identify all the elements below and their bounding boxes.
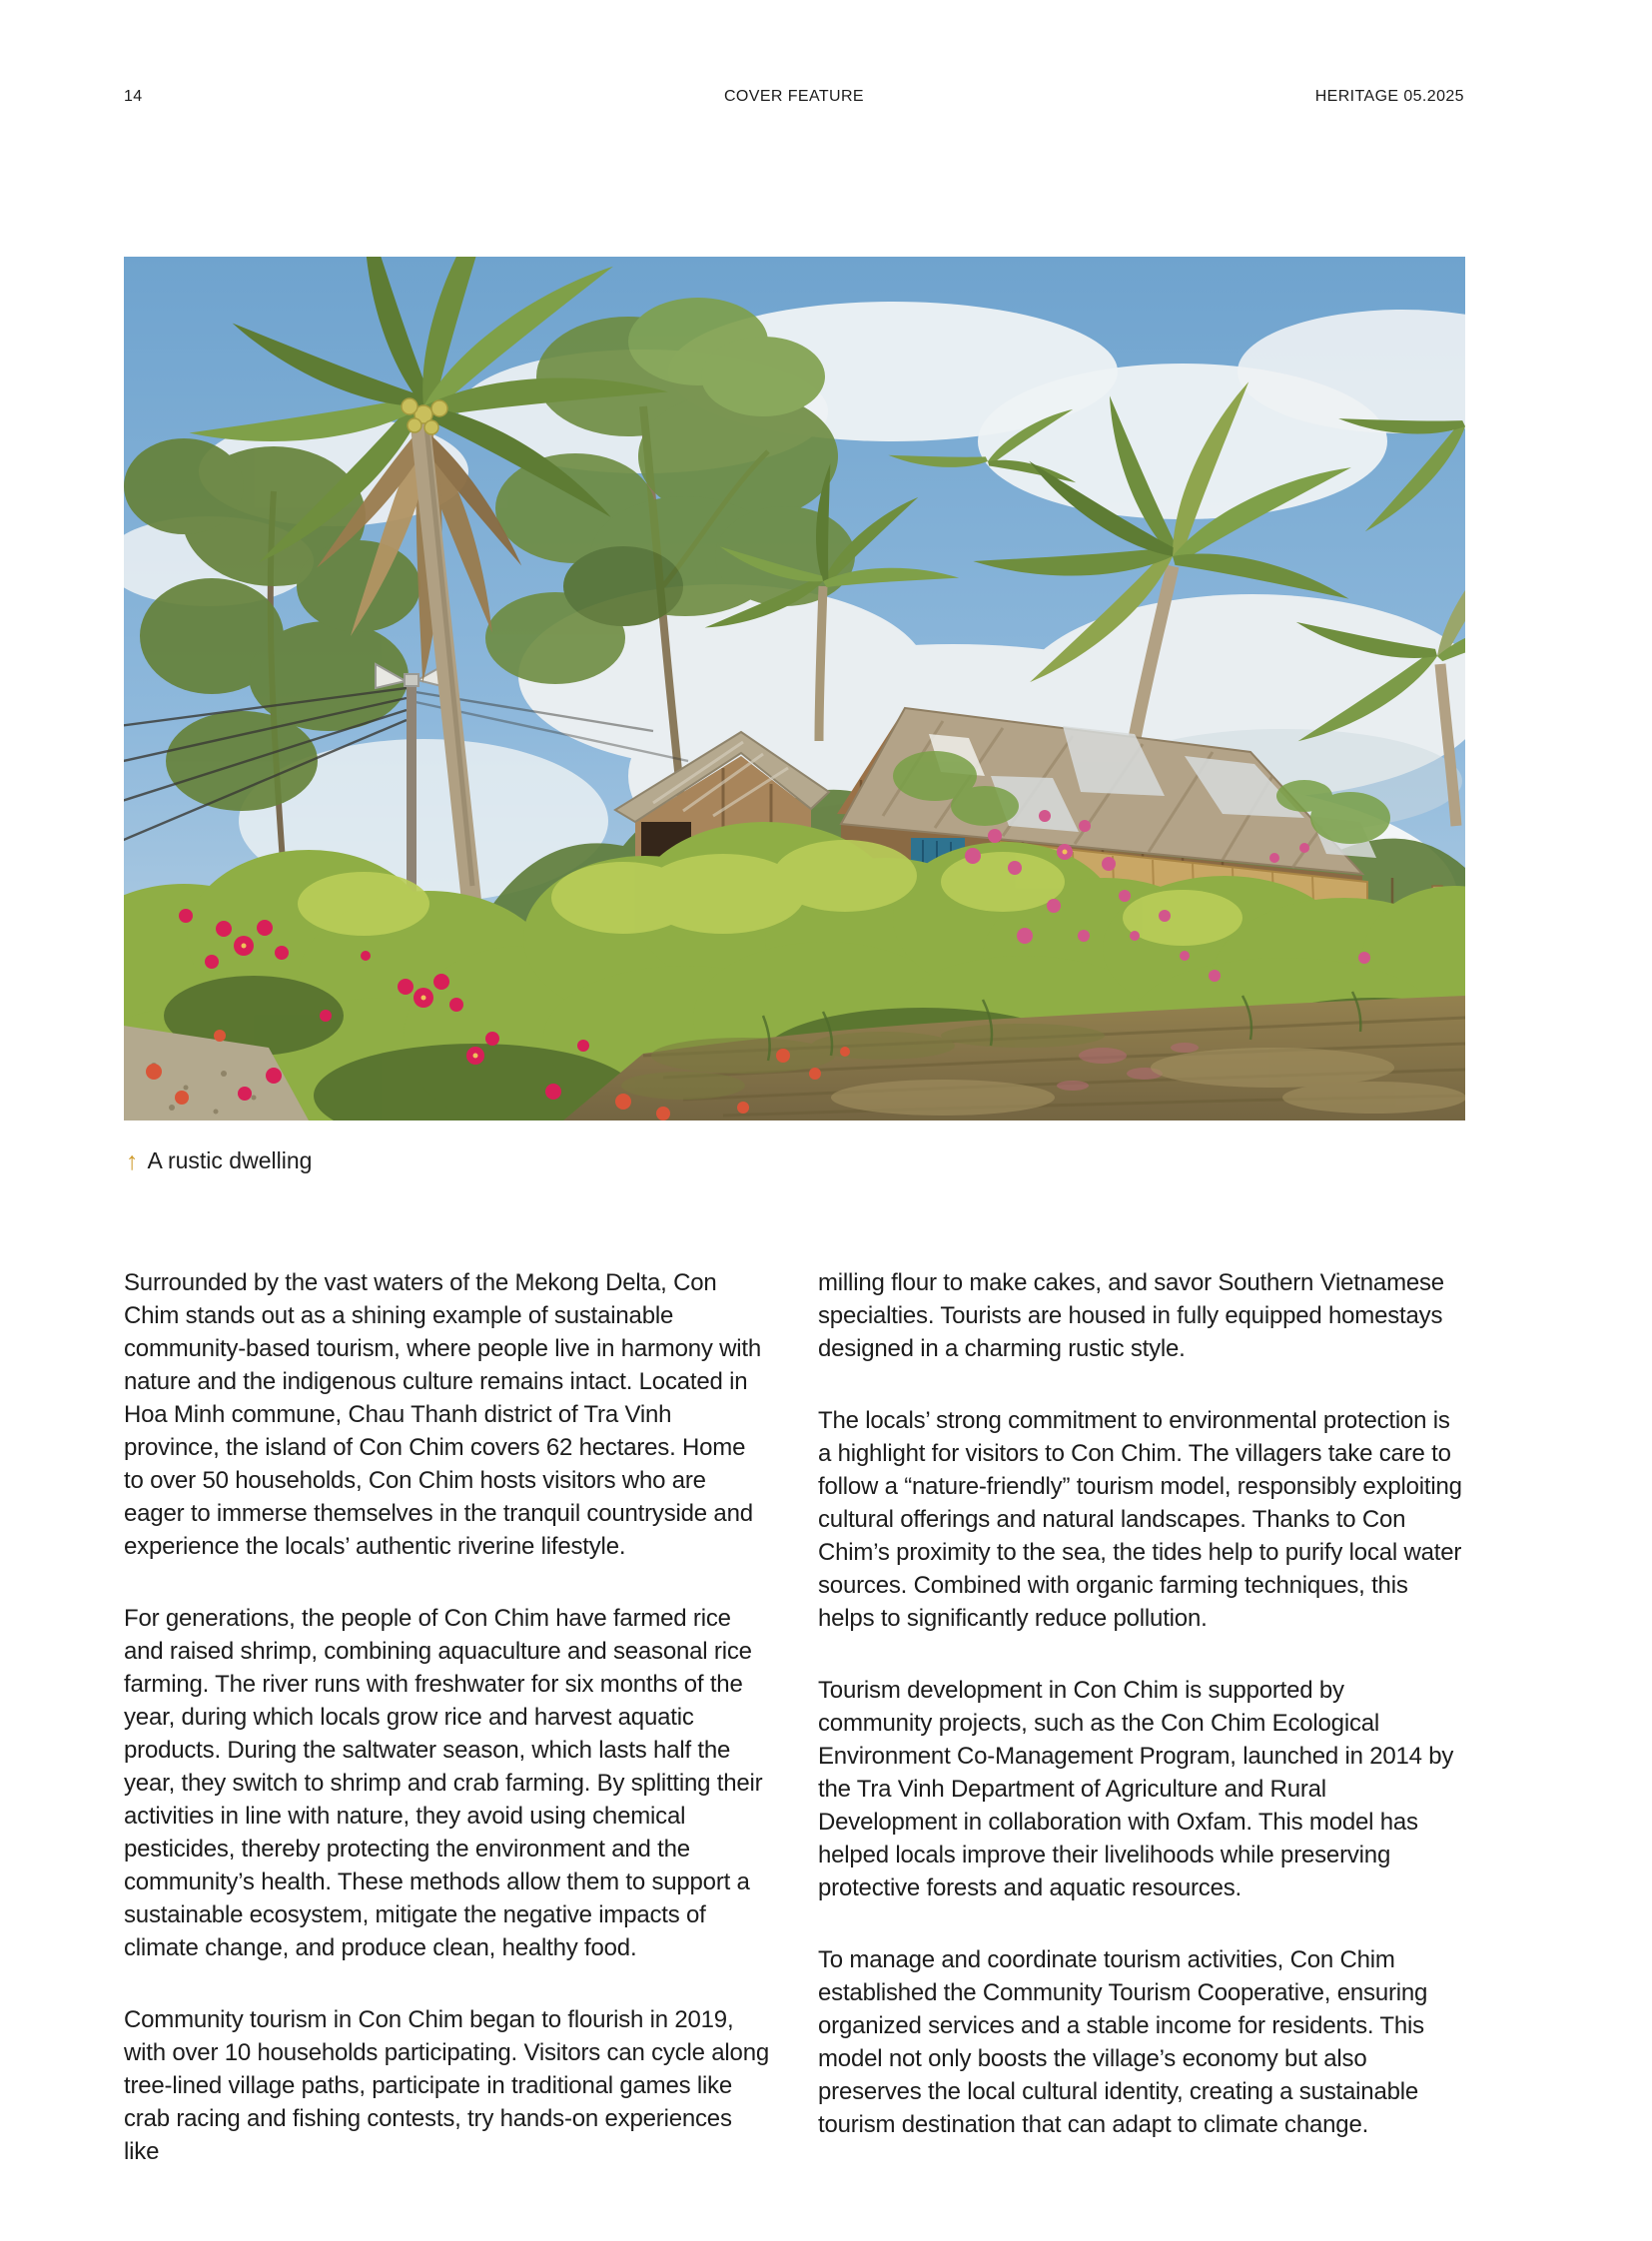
- article-paragraph: To manage and coordinate tourism activities, Con Chim established the Community Tourism Cooperative, ensuring organized services and a stable income for residents. This model not only boosts the village’s economy but also preserves the local cultural identity, creating a sustainable tourism destination that can adapt to climate change.: [818, 1946, 1428, 2138]
- caption-up-arrow-icon: ↑: [126, 1147, 139, 1175]
- article-paragraph: The locals’ strong commitment to environmental protection is a highlight for visitors to Con Chim. The villagers take care to follow a “nature-friendly” tourism model, responsibly exploiting cultural offerings and natural landscapes. Thanks to Con Chim’s proximity to the sea, the tides help to purify local water sources. Combined with organic farming techniques, this helps to significantly reduce pollution.: [818, 1407, 1462, 1632]
- article-paragraph: For generations, the people of Con Chim have farmed rice and raised shrimp, combining aquaculture and seasonal rice farming. The river runs with freshwater for six months of the year, during which locals grow rice and harvest aquatic products. During the saltwater season, which lasts half the year, they switch to shrimp and crab farming. By splitting their activities in line with nature, they avoid using chemical pesticides, thereby protecting the environment and the community’s health. These methods allow them to support a sustainable ecosystem, mitigate the negative impacts of climate change, and produce clean, healthy food.: [124, 1605, 763, 1961]
- article-paragraph: milling flour to make cakes, and savor Southern Vietnamese specialties. Tourists are housed in fully equipped homestays designed in a charming rustic style.: [818, 1269, 1444, 1362]
- photo-caption-text: A rustic dwelling: [147, 1147, 313, 1173]
- section-title: COVER FEATURE: [723, 88, 864, 105]
- right-column: [818, 1266, 1464, 2207]
- issue-label: HERITAGE 05.2025: [1314, 88, 1464, 105]
- article-paragraph: Community tourism in Con Chim began to flourish in 2019, with over 10 households participating. Visitors can cycle along tree-lined village paths, participate in traditional games like crab racing and fishing contests, try hands-on experiences like: [124, 2006, 769, 2165]
- left-column: [124, 1266, 770, 2207]
- article-paragraph: Tourism development in Con Chim is supported by community projects, such as the Con Chim Ecological Environment Co-Management Program, launched in 2014 by the Tra Vinh Department of Agriculture and Rural Development in collaboration with Oxfam. This model has helped locals improve their livelihoods while preserving protective forests and aquatic resources.: [818, 1677, 1454, 1901]
- photo-caption: [126, 1146, 312, 1175]
- article-photo: [124, 257, 1465, 1120]
- page-header: [124, 88, 1464, 106]
- page-number: 14: [124, 88, 143, 105]
- article-body: [124, 1266, 1464, 2207]
- article-paragraph: Surrounded by the vast waters of the Mekong Delta, Con Chim stands out as a shining example of sustainable community-based tourism, where people live in harmony with nature and the indigenous culture remains intact. Located in Hoa Minh commune, Chau Thanh district of Tra Vinh province, the island of Con Chim covers 62 hectares. Home to over 50 households, Con Chim hosts visitors who are eager to immerse themselves in the tranquil countryside and experience the locals’ authentic riverine lifestyle.: [124, 1269, 762, 1560]
